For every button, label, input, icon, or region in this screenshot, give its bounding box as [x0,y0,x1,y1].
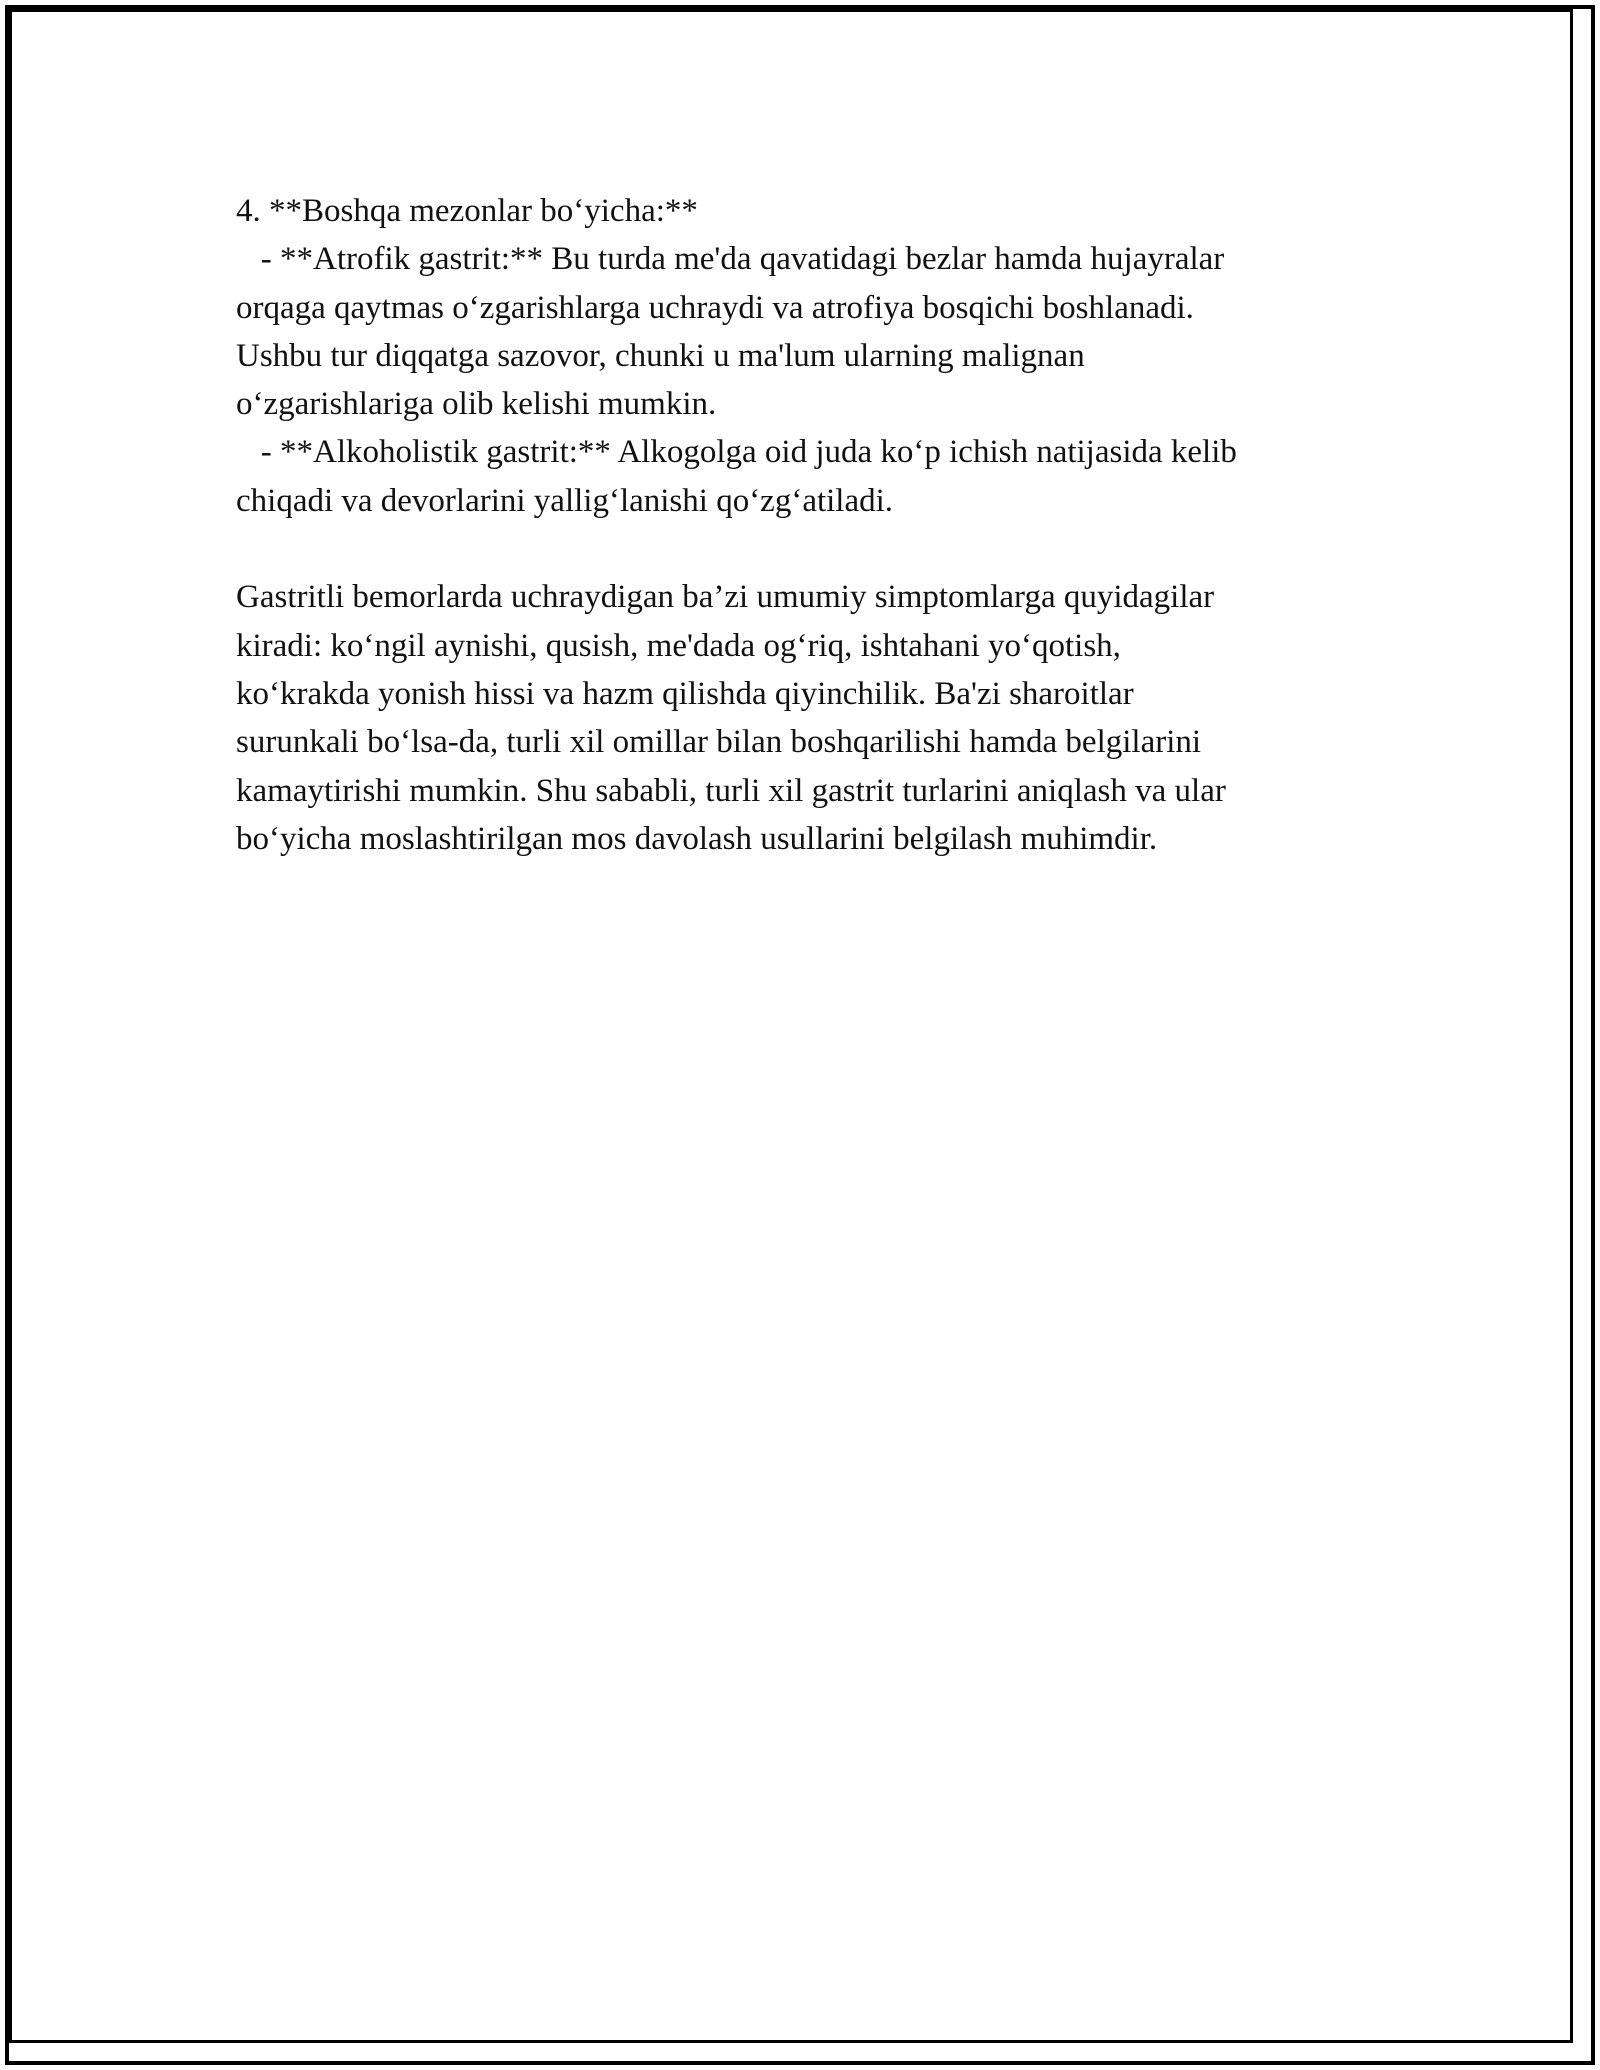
list-heading: 4. **Boshqa mezonlar bo‘yicha:** [236,193,698,229]
document-body [236,187,1376,863]
paragraph-line: surunkali bo‘lsa-da, turli xil omillar bilan boshqarilishi hamda belgilarini [236,724,1202,761]
list-item-alkoholistik: - **Alkoholistik gastrit:** Alkogolga oid juda ko‘p ichish natijasida kelib [236,434,1237,471]
paragraph-spacer [236,525,1376,573]
text-line: o‘zgarishlariga olib kelishi mumkin. [236,386,717,423]
text-line: Ushbu tur diqqatga sazovor, chunki u ma'lum ularning malignan [236,337,1085,374]
paragraph-line: Gastritli bemorlarda uchraydigan ba’zi umumiy simptomlarga quyidagilar [236,579,1215,616]
text-line: chiqadi va devorlarini yallig‘lanishi qo‘zg‘atiladi. [236,482,894,519]
paragraph-line: ko‘krakda yonish hissi va hazm qilishda qiyinchilik. Ba'zi sharoitlar [236,675,1134,712]
paragraph-line: bo‘yicha moslashtirilgan mos davolash usullarini belgilash muhimdir. [236,820,1158,857]
paragraph-line: kamaytirishi mumkin. Shu sababli, turli xil gastrit turlarini aniqlash va ular [236,772,1226,809]
paragraph-line: kiradi: ko‘ngil aynishi, qusish, me'dada og‘riq, ishtahani yo‘qotish, [236,627,1121,664]
text-line: orqaga qaytmas o‘zgarishlarga uchraydi va atrofiya bosqichi boshlanadi. [236,289,1194,326]
list-item-atrofik: - **Atrofik gastrit:** Bu turda me'da qavatidagi bezlar hamda hujayralar [236,241,1225,278]
